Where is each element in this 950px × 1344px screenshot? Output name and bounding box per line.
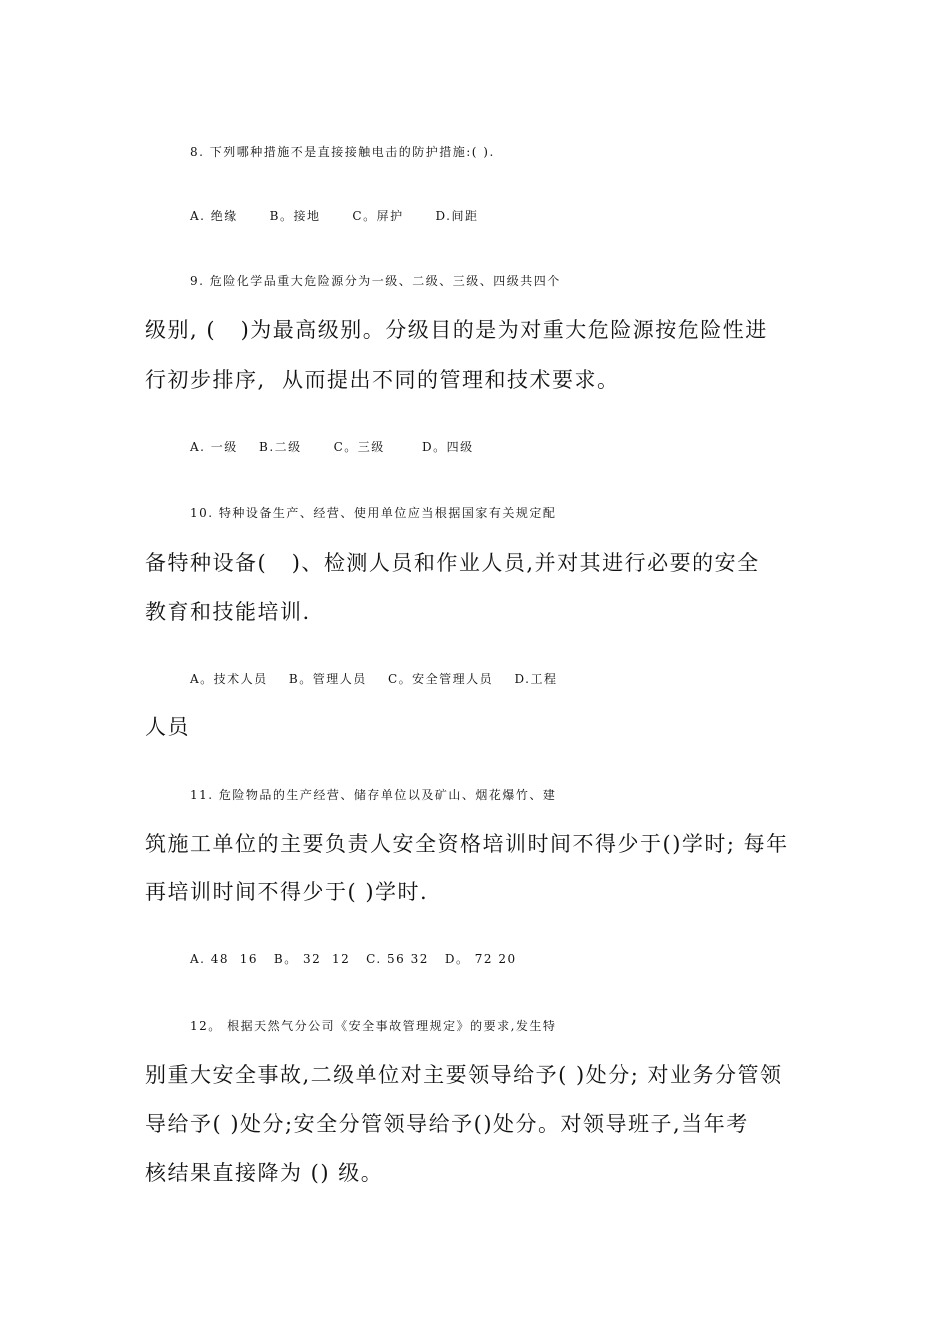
question-12-text: 导给予( )处分;安全分管领导给予()处分。对领导班子,当年考: [145, 1112, 749, 1136]
question-8-text: 8. 下列哪种措施不是直接接触电击的防护措施:( ).: [190, 145, 495, 159]
question-9-options: A. 一级 B.二级 C。三级 D。四级: [190, 440, 474, 454]
question-11-text: 再培训时间不得少于( )学时.: [145, 880, 429, 904]
question-12-text: 12。 根据天然气分公司《安全事故管理规定》的要求,发生特: [190, 1019, 557, 1033]
question-12-text: 别重大安全事故,二级单位对主要领导给予( )处分; 对业务分管领: [145, 1063, 783, 1087]
question-11-text: 11. 危险物品的生产经营、储存单位以及矿山、烟花爆竹、建: [190, 788, 557, 802]
question-9-text: 9. 危险化学品重大危险源分为一级、二级、三级、四级共四个: [190, 274, 561, 288]
question-11-text: 筑施工单位的主要负责人安全资格培训时间不得少于()学时; 每年: [145, 832, 789, 856]
question-10-options: A。技术人员 B。管理人员 C。安全管理人员 D.工程: [190, 672, 558, 686]
question-10-text: 教育和技能培训.: [145, 600, 311, 624]
question-10-text: 10. 特种设备生产、经营、使用单位应当根据国家有关规定配: [190, 506, 557, 520]
question-12-text: 核结果直接降为 () 级。: [145, 1161, 384, 1185]
question-11-options: A. 48 16 B。 32 12 C. 56 32 D。 72 20: [190, 952, 517, 966]
question-8-options: A. 绝缘 B。接地 C。屏护 D.间距: [190, 209, 479, 223]
question-10-text: 备特种设备( )、检测人员和作业人员,并对其进行必要的安全: [145, 551, 760, 575]
question-9-text: 级别, ( )为最高级别。分级目的是为对重大危险源按危险性进: [145, 318, 768, 342]
question-10-options: 人员: [145, 715, 190, 739]
question-9-text: 行初步排序, 从而提出不同的管理和技术要求。: [145, 368, 620, 392]
